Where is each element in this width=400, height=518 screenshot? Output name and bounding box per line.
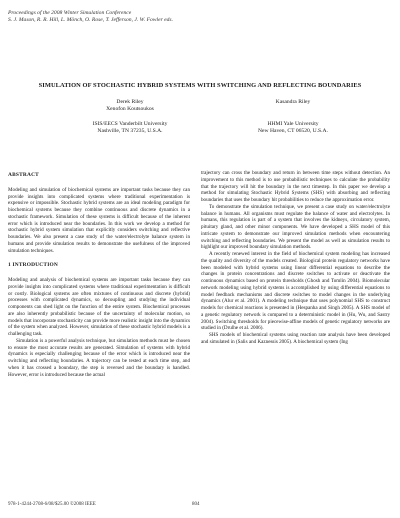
- author-affiliation: ISIS/EECS Vanderbilt University: [92, 121, 168, 128]
- body-paragraph: SHS models of biochemical systems using reaction rate analysis have been developed and simulated in (Salis and Kaznessis 2005). A biochemical system (Ing: [201, 332, 390, 345]
- body-paragraph: A recently renewed interest in the field of biochemical system modeling has increased the quality and diversity of the models created. Biological protein regulatory networks have been modeled with hybrid systems using linear differential equations to describe the changes in protein concentrations and discrete switches to activate or deactivate the continuous dynamics based on protein thresholds (Ghosh and Tomlin 2004). Biomolecular network modeling using hybrid systems is accomplished by using differential equations to model feedback mechanisms and discrete switches to model changes in the underlying dynamics (Alur et al. 2001). A modeling technique that uses polynomial SHS to construct models for chemical reactions is presented in (Hespanha and Singh 2005). A SHS model of a genetic regulatory network is compared to a deterministic model in (Hu, Wu, and Sastry 2004). Switching thresholds for piecewise-affine models of genetic regulatory networks are studied in (Drulhe et al. 2006).: [201, 251, 390, 332]
- body-paragraph: Modeling and analysis of biochemical systems are important tasks because they can provide insights into complicated systems where traditional experimentation is difficult or costly. Biological systems are often mixtures of continuous and discrete (hybrid) processes with complicated dynamics, so decoupling and studying the individual components can shed light on the function of the entire system. Biochemical processes are also inherently probabilistic because of the uncertainty of molecular motion, so models that incorporate stochasticity can provide more realistic insight into the dynamics of the system when analyzed. However, simulation of these stochastic hybrid models is a challenging task.: [8, 277, 190, 337]
- proceedings-header: [8, 10, 173, 24]
- copyright-footer: 978-1-4244-2708-6/08/$25.00 ©2008 IEEE: [8, 502, 96, 507]
- author-address: New Haven, CT 06520, U.S.A.: [258, 128, 328, 135]
- conference-name: Proceedings of the 2008 Winter Simulation Conference: [8, 10, 132, 16]
- abstract-heading: ABSTRACT: [8, 172, 39, 178]
- author-affiliation: HHMI Yale University: [267, 121, 319, 128]
- body-paragraph: trajectory can cross the boundary and return in between time steps without detection. An improvement to this method is to use probabilistic techniques to calculate the probability that the trajectory will hit the boundary in the next timestep. In this paper we develop a method for simulating Stochastic Hybrid Systems (SHS) with absorbing and reflecting boundaries that uses the boundary hit probabilities to reduce the approximation error.: [201, 170, 390, 203]
- left-column: [8, 170, 190, 378]
- author-name: Derek Riley: [116, 99, 144, 105]
- abstract-text: Modeling and simulation of biochemical systems are important tasks because they can provide insights into complicated systems where traditional experimentation is expensive or impossible. Stochastic hybrid systems are an ideal modeling paradigm for biochemical systems because they combine continuous and discrete dynamics in a stochastic framework. Simulation of these systems is difficult because of the inherent error which is introduced near the boundaries. In this work we develop a method for stochastic hybrid system simulation that explicitly considers switching and reflective boundaries. We also present a case study of the water/electrolyte balance system in humans and provide simulation results to demonstrate the usefulness of the improved simulation techniques.: [8, 186, 190, 254]
- body-paragraph: Simulation is a powerful analysis technique, but simulation methods must be chosen to ensure the most accurate results are generated. Simulation of systems with hybrid dynamics is especially challenging because of the error which is introduced near the switching and reflecting boundaries. A trajectory can be tested at each time step, and when it has crossed a boundary, the step is reversed and the boundary is handled. However, error is introduced because the actual: [8, 337, 190, 378]
- author-block-left: [55, 99, 205, 135]
- introduction-heading: 1 INTRODUCTION: [8, 262, 58, 269]
- paper-title: SIMULATION OF STOCHASTIC HYBRID SYSTEMS WITH SWITCHING AND REFLECTING BOUNDARIES: [38, 82, 362, 89]
- editors-line: S. J. Mason, R. R. Hill, L. Mönch, O. Rose, T. Jefferson, J. W. Fowler eds.: [8, 17, 173, 24]
- right-column: [201, 170, 390, 346]
- author-block-right: [228, 99, 358, 135]
- body-paragraph: To demonstrate the simulation technique, we present a case study on water/electrolyte balance in humans. All organisms must regulate the balance of water and electrolytes. In humans, this regulation is part of a system that involves the kidneys, circulatory system, pituitary gland, and other minor components. We have developed a SHS model of this intricate system to demonstrate our improved simulation methods when encountering switching and reflecting boundaries. We present the model as well as simulation results to highlight our improved boundary simulation methods.: [201, 203, 390, 251]
- author-name: Kasandra Riley: [275, 99, 311, 105]
- author-address: Nashville, TN 37235, U.S.A.: [97, 128, 163, 135]
- author-name: Xenofon Koutsoukos: [106, 106, 154, 113]
- page-number: 804: [192, 502, 200, 507]
